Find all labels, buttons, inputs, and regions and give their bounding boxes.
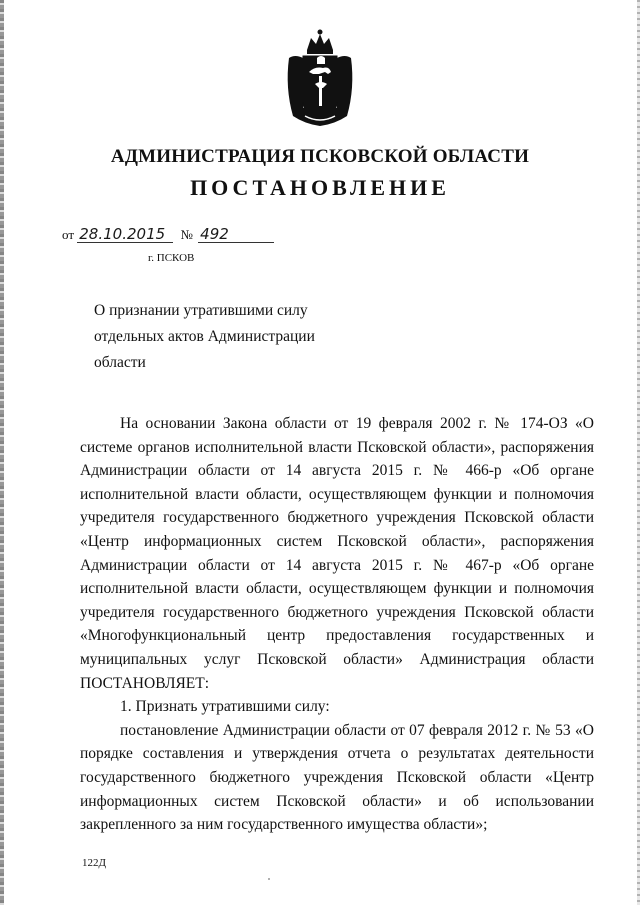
footer-code: 122Д	[82, 857, 107, 869]
registration-line	[62, 226, 274, 243]
scan-speck	[268, 878, 270, 880]
organization-name: АДМИНИСТРАЦИЯ ПСКОВСКОЙ ОБЛАСТИ	[110, 146, 530, 167]
document-subject: О признании утратившими силу отдельных актов Администрации области	[94, 302, 315, 371]
date-prefix: от	[62, 227, 75, 242]
handwritten-date: 28.10.2015	[77, 226, 173, 243]
city-label: г. ПСКОВ	[148, 252, 195, 264]
number-sign: №	[180, 227, 193, 242]
pskov-coat-of-arms-icon	[275, 28, 365, 128]
item-1-subitem: постановление Администрации области от 07 февраля 2012 г. № 53 «О порядке составления и утверждения отчета о результатах деятельности государственного бюджетного учреждения Псковской области «Центр информационных систем Псковской области» и об использовании закрепленного за ним государственного имущества области»;	[80, 721, 594, 834]
item-1-heading: 1. Признать утратившими силу:	[120, 698, 330, 716]
preamble-paragraph: На основании Закона области от 19 февраля 2002 г. № 174-ОЗ «О системе органов исполнительной власти Псковской области», распоряжения Администрации области от 14 августа 2015 г. № 466-р «Об органе исполнительной власти области, осуществляющем функции и полномочия учредителя государственного бюджетного учреждения Псковской области «Центр информационных систем Псковской области», распоряжения Администрации области от 14 августа 2015 г. № 467-р «Об органе исполнительной власти области, осуществляющем функции и полномочия учредителя государственного бюджетного учреждения Псковской области «Многофункциональный центр предоставления государственных и муниципальных услуг Псковской области» Администрация области ПОСТАНОВЛЯЕТ:	[80, 415, 594, 692]
handwritten-number: 492	[198, 226, 274, 243]
document-body	[80, 412, 594, 837]
document-type-title: ПОСТАНОВЛЕНИЕ	[190, 175, 450, 200]
scan-edge-left	[0, 0, 4, 905]
